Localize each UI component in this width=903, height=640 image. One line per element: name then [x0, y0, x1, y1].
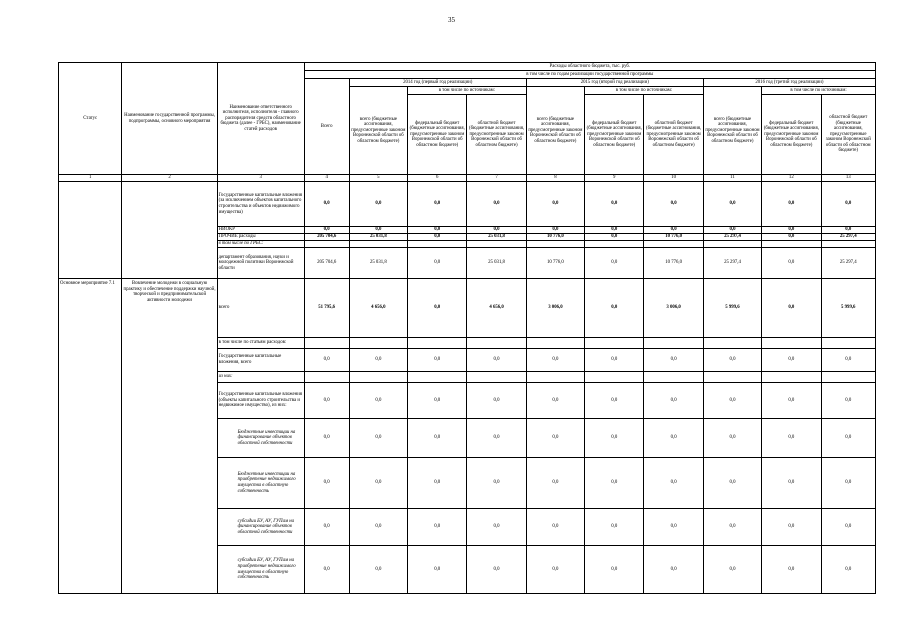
value-cell: 0,0 [526, 349, 584, 372]
column-number: 8 [526, 175, 584, 182]
header-fed-2015: федеральный бюджет (бюджетные ассигнования, предусмотренные законом Воронежской области об областном бюджете) [585, 95, 644, 175]
header-status: Статус [59, 63, 122, 175]
row-label: Государственные капитальные вложения (за исключением объектов капитального строительства и объектов недвижимого имущества) [217, 182, 304, 227]
value-cell: 0,0 [408, 509, 467, 546]
top-section [59, 182, 876, 279]
value-cell: 0,0 [703, 349, 761, 372]
empty-cell [585, 241, 644, 248]
column-number-row [59, 175, 876, 182]
value-cell: 0,0 [762, 349, 821, 372]
value-cell: 0,0 [349, 419, 407, 458]
value-cell: 0,0 [526, 509, 584, 546]
value-cell: 0,0 [408, 182, 467, 227]
value-cell: 0,0 [703, 419, 761, 458]
header-fed-2016: федеральный бюджет (бюджетные ассигнования, предусмотренные законом Воронежской области об областном бюджете) [762, 95, 821, 175]
column-number: 7 [467, 175, 526, 182]
value-cell: 5 999,6 [703, 279, 761, 338]
header-year-2015: 2015 год (второй год реализации) [526, 79, 703, 87]
value-cell: 0,0 [644, 419, 703, 458]
value-cell: 0,0 [644, 182, 703, 227]
value-cell: 0,0 [408, 383, 467, 419]
empty-cell [526, 372, 584, 383]
value-cell: 205 704,6 [304, 248, 349, 279]
value-cell: 0,0 [762, 509, 821, 546]
column-number: 4 [304, 175, 349, 182]
value-cell: 0,0 [821, 383, 876, 419]
value-cell: 0,0 [408, 458, 467, 509]
value-cell: 0,0 [703, 458, 761, 509]
value-cell: 0,0 [304, 509, 349, 546]
empty-cell [762, 241, 821, 248]
header-reg-2016: областной бюджет (бюджетные ассигнования, предусмотренные законом Воронежской области об областном бюджете) [821, 95, 876, 175]
value-cell: 0,0 [644, 383, 703, 419]
value-cell: 0,0 [304, 458, 349, 509]
value-cell: 0,0 [304, 349, 349, 372]
value-cell: 0,0 [585, 279, 644, 338]
value-cell: 0,0 [762, 279, 821, 338]
value-cell: 5 999,6 [821, 279, 876, 338]
row-label: Государственные капитальные вложения, всего [217, 349, 304, 372]
value-cell: 0,0 [408, 419, 467, 458]
header-expenses: Расходы областного бюджета, тыс. руб. [304, 63, 875, 71]
value-cell: 0,0 [304, 383, 349, 419]
empty-cell [644, 241, 703, 248]
value-cell: 0,0 [644, 458, 703, 509]
page-number: 35 [448, 16, 455, 24]
value-cell: 0,0 [762, 546, 821, 594]
value-cell: 0,0 [467, 383, 526, 419]
value-cell: 0,0 [349, 458, 407, 509]
value-cell: 25 031,8 [349, 248, 407, 279]
value-cell: 0,0 [585, 182, 644, 227]
value-cell: 0,0 [644, 509, 703, 546]
row-label: Бюджетные инвестиции на приобретение недвижимого имущества в областную собственность [217, 458, 304, 509]
header-sources-2015: в том числе по источникам: [585, 87, 704, 95]
value-cell: 0,0 [526, 419, 584, 458]
value-cell: 51 795,6 [304, 279, 349, 338]
empty-cell [304, 338, 349, 349]
header-sources-2014: в том числе по источникам: [408, 87, 527, 95]
empty-cell [304, 372, 349, 383]
table-row [59, 182, 876, 227]
empty-cell [821, 241, 876, 248]
event-section [59, 279, 876, 594]
value-cell: 0,0 [644, 227, 703, 234]
empty-cell [821, 338, 876, 349]
column-number: 10 [644, 175, 703, 182]
header-name: Наименование государственной программы, подпрограммы, основного мероприятия [122, 63, 217, 175]
value-cell: 10 776,0 [644, 234, 703, 241]
row-label: департамент образования, науки и молодежной политики Воронежской области [217, 248, 304, 279]
value-cell: 4 656,0 [467, 279, 526, 338]
value-cell: 0,0 [408, 279, 467, 338]
value-cell: 0,0 [349, 383, 407, 419]
value-cell: 0,0 [526, 458, 584, 509]
row-label: в том числе по статьям расходов: [217, 338, 304, 349]
value-cell: 0,0 [821, 182, 876, 227]
value-cell: 0,0 [703, 182, 761, 227]
value-cell: 25 031,8 [467, 234, 526, 241]
value-cell: 0,0 [349, 349, 407, 372]
empty-cell [349, 372, 407, 383]
value-cell: 25 297,4 [703, 234, 761, 241]
column-number: 5 [349, 175, 407, 182]
column-number: 13 [821, 175, 876, 182]
event-name: Вовлечение молодежи в социальную практику и обеспечение поддержки научной, творческой и предпринимательской активности молодежи [122, 279, 217, 594]
empty-cell [703, 338, 761, 349]
value-cell: 0,0 [762, 234, 821, 241]
value-cell: 0,0 [467, 458, 526, 509]
value-cell: 0,0 [349, 182, 407, 227]
value-cell: 0,0 [821, 349, 876, 372]
value-cell: 0,0 [703, 509, 761, 546]
value-cell: 0,0 [821, 509, 876, 546]
empty-cell [304, 241, 349, 248]
column-number: 1 [59, 175, 122, 182]
value-cell: 0,0 [526, 546, 584, 594]
value-cell: 0,0 [585, 509, 644, 546]
value-cell: 0,0 [408, 234, 467, 241]
value-cell: 0,0 [644, 546, 703, 594]
value-cell: 205 704,6 [304, 234, 349, 241]
value-cell: 0,0 [349, 227, 407, 234]
value-cell: 0,0 [821, 458, 876, 509]
value-cell: 10 776,0 [526, 234, 584, 241]
value-cell: 0,0 [304, 182, 349, 227]
value-cell: 0,0 [703, 227, 761, 234]
value-cell: 0,0 [821, 419, 876, 458]
empty-cell [762, 372, 821, 383]
value-cell: 0,0 [703, 383, 761, 419]
value-cell: 25 297,4 [821, 234, 876, 241]
row-label: Бюджетные инвестиции на финансирование объектов областной собственности [217, 419, 304, 458]
header-reg-2015: областной бюджет (бюджетные ассигнования, предусмотренные законом Воронежской области об областном бюджете) [644, 95, 703, 175]
value-cell: 0,0 [821, 546, 876, 594]
header-fed-2014: федеральный бюджет (бюджетные ассигнования, предусмотренные законом Воронежской области об областном бюджете) [408, 95, 467, 175]
empty-cell [467, 241, 526, 248]
value-cell: 0,0 [762, 383, 821, 419]
header-all-2014: всего (бюджетные ассигнования, предусмотренные законом Воронежской области об областном бюджете) [349, 87, 407, 175]
value-cell: 0,0 [585, 227, 644, 234]
column-number: 9 [585, 175, 644, 182]
row-label: из них: [217, 372, 304, 383]
row-label: всего [217, 279, 304, 338]
value-cell: 0,0 [467, 509, 526, 546]
row-label: НИОКР [217, 227, 304, 234]
empty-cell [703, 372, 761, 383]
column-number: 6 [408, 175, 467, 182]
value-cell: 0,0 [762, 227, 821, 234]
value-cell: 0,0 [304, 227, 349, 234]
value-cell: 0,0 [467, 546, 526, 594]
value-cell: 0,0 [304, 419, 349, 458]
value-cell: 0,0 [762, 458, 821, 509]
row-label: в том числе по ГРБС: [217, 241, 304, 248]
header-reg-2014: областной бюджет (бюджетные ассигнования, предусмотренные законом Воронежской области об областном бюджете) [467, 95, 526, 175]
header-year-2016: 2016 год (третий год реализации) [703, 79, 875, 87]
empty-cell [762, 338, 821, 349]
value-cell: 0,0 [467, 419, 526, 458]
value-cell: 0,0 [467, 349, 526, 372]
value-cell: 0,0 [762, 248, 821, 279]
value-cell: 4 656,0 [349, 279, 407, 338]
value-cell: 25 031,8 [467, 248, 526, 279]
empty-cell [585, 338, 644, 349]
value-cell: 0,0 [585, 248, 644, 279]
table-row [59, 279, 876, 338]
value-cell: 0,0 [408, 546, 467, 594]
value-cell: 10 776,0 [644, 248, 703, 279]
value-cell: 0,0 [304, 546, 349, 594]
empty-cell [349, 338, 407, 349]
value-cell: 0,0 [408, 349, 467, 372]
empty-cell [644, 338, 703, 349]
value-cell: 0,0 [526, 383, 584, 419]
empty-cell [467, 338, 526, 349]
column-number: 11 [703, 175, 761, 182]
header-all-2015: всего (бюджетные ассигнования, предусмотренные законом Воронежской области об областном бюджете) [526, 87, 584, 175]
value-cell: 3 006,0 [526, 279, 584, 338]
value-cell: 0,0 [349, 546, 407, 594]
row-label: субсидии БУ, АУ, ГУПам на приобретение недвижимого имущества в областную собственность [217, 546, 304, 594]
value-cell: 0,0 [703, 546, 761, 594]
status-cell [59, 182, 122, 279]
header-year-2014: 2014 год (первый год реализации) [349, 79, 526, 87]
column-number: 12 [762, 175, 821, 182]
value-cell: 25 031,8 [349, 234, 407, 241]
value-cell: 0,0 [585, 349, 644, 372]
value-cell: 25 297,4 [703, 248, 761, 279]
header-sources-2016: в том числе по источникам: [762, 87, 876, 95]
value-cell: 0,0 [821, 227, 876, 234]
budget-table [58, 62, 876, 594]
value-cell: 0,0 [644, 349, 703, 372]
empty-cell [408, 372, 467, 383]
value-cell: 0,0 [408, 248, 467, 279]
value-cell: 0,0 [408, 227, 467, 234]
value-cell: 0,0 [585, 546, 644, 594]
value-cell: 0,0 [585, 383, 644, 419]
value-cell: 0,0 [526, 182, 584, 227]
value-cell: 0,0 [585, 458, 644, 509]
column-number: 2 [122, 175, 217, 182]
header-all-2016: всего (бюджетные ассигнования, предусмотренные законом Воронежской области об областном бюджете) [703, 87, 761, 175]
header-by-years: в том числе по годам реализации государственной программы [304, 71, 875, 79]
header-total: Всего [304, 79, 349, 175]
value-cell: 0,0 [467, 182, 526, 227]
value-cell: 0,0 [762, 419, 821, 458]
event-status: Основное мероприятие 7.1 [59, 279, 122, 594]
empty-cell [703, 241, 761, 248]
value-cell: 0,0 [467, 227, 526, 234]
value-cell: 3 006,0 [644, 279, 703, 338]
value-cell: 0,0 [585, 419, 644, 458]
empty-cell [408, 241, 467, 248]
value-cell: 0,0 [526, 227, 584, 234]
value-cell: 10 776,0 [526, 248, 584, 279]
empty-cell [349, 241, 407, 248]
row-label: ПРОЧИЕ расходы [217, 234, 304, 241]
value-cell: 0,0 [585, 234, 644, 241]
name-cell [122, 182, 217, 279]
empty-cell [644, 372, 703, 383]
header-executor: Наименование ответственного исполнителя, исполнителя - главного распорядителя средств областного бюджета (далее - ГРБС), наименование статей расходов [217, 63, 304, 175]
row-label: субсидии БУ, АУ, ГУПам на финансирование объектов областной собственности [217, 509, 304, 546]
column-number: 3 [217, 175, 304, 182]
value-cell: 0,0 [349, 509, 407, 546]
value-cell: 25 297,4 [821, 248, 876, 279]
empty-cell [821, 372, 876, 383]
row-label: Государственные капитальные вложения (объекты капитального строительства и недвижимое имущество), из них: [217, 383, 304, 419]
empty-cell [408, 338, 467, 349]
empty-cell [526, 338, 584, 349]
value-cell: 0,0 [762, 182, 821, 227]
empty-cell [526, 241, 584, 248]
empty-cell [467, 372, 526, 383]
empty-cell [585, 372, 644, 383]
